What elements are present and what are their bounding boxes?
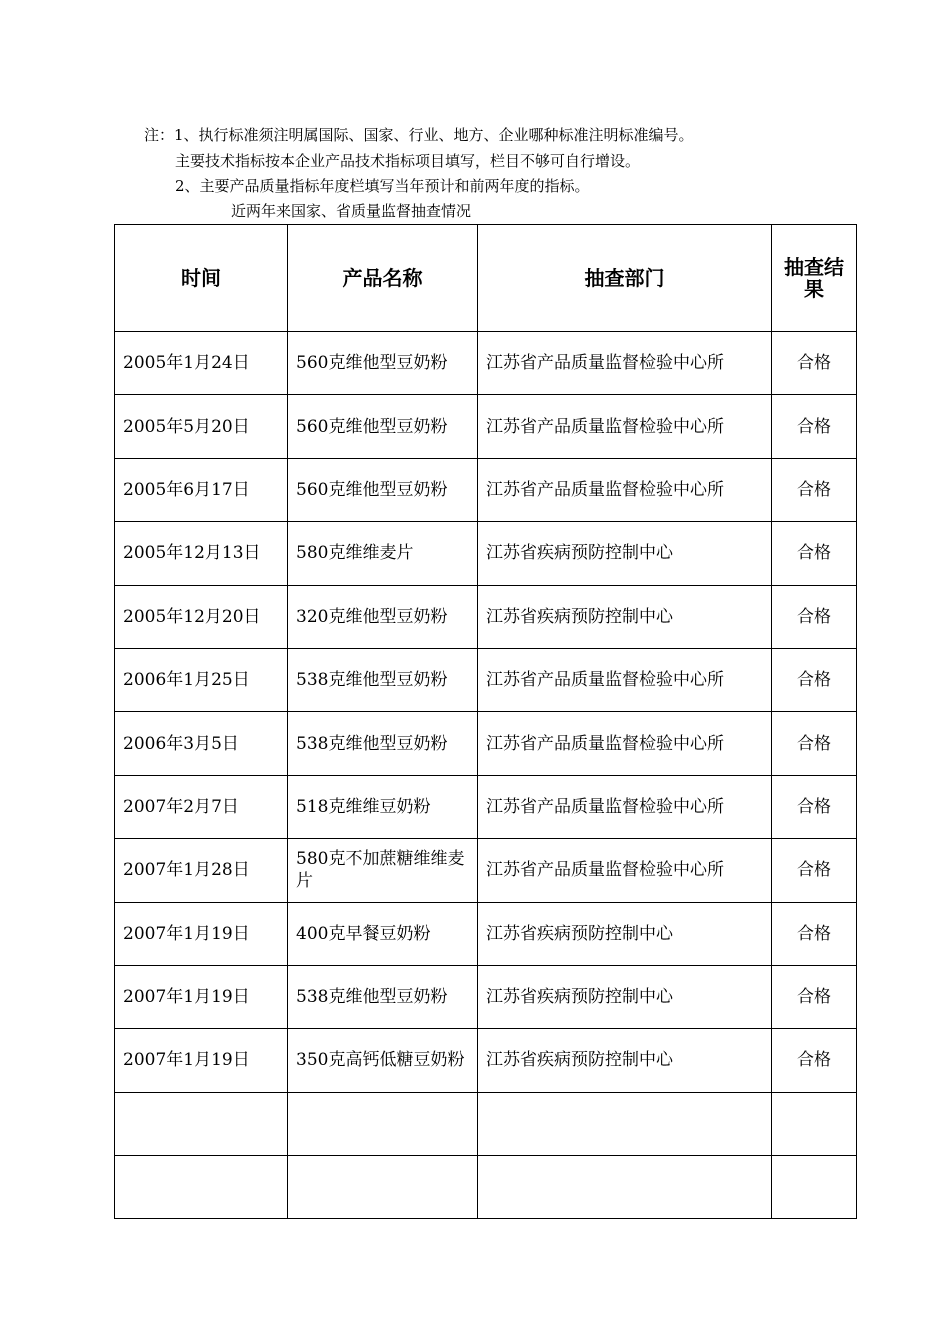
cell-product: [288, 1156, 478, 1219]
cell-product: 538克维他型豆奶粉: [288, 712, 478, 775]
table-row: [115, 332, 857, 395]
cell-department: [478, 1156, 772, 1219]
cell-product: 560克维他型豆奶粉: [288, 395, 478, 458]
cell-result: 合格: [772, 458, 857, 521]
cell-product: 538克维他型豆奶粉: [288, 965, 478, 1028]
table-row: [115, 395, 857, 458]
cell-result: 合格: [772, 1029, 857, 1092]
cell-date: 2007年2月7日: [115, 775, 288, 838]
cell-product: [288, 1092, 478, 1155]
cell-product: 350克高钙低糖豆奶粉: [288, 1029, 478, 1092]
cell-date: 2006年1月25日: [115, 648, 288, 711]
table-row: [115, 458, 857, 521]
cell-result: 合格: [772, 902, 857, 965]
cell-department: 江苏省产品质量监督检验中心所: [478, 332, 772, 395]
table-row: [115, 965, 857, 1028]
table-row: [115, 522, 857, 585]
cell-result: [772, 1156, 857, 1219]
cell-date: 2007年1月19日: [115, 1029, 288, 1092]
cell-date: 2005年6月17日: [115, 458, 288, 521]
cell-department: 江苏省疾病预防控制中心: [478, 522, 772, 585]
table-row: [115, 839, 857, 902]
cell-department: 江苏省产品质量监督检验中心所: [478, 712, 772, 775]
cell-date: 2007年1月28日: [115, 839, 288, 902]
cell-result: 合格: [772, 332, 857, 395]
cell-department: 江苏省疾病预防控制中心: [478, 902, 772, 965]
table-row: [115, 1029, 857, 1092]
cell-result: 合格: [772, 395, 857, 458]
inspection-table: [114, 224, 857, 1219]
cell-product: 580克维维麦片: [288, 522, 478, 585]
cell-department: 江苏省产品质量监督检验中心所: [478, 775, 772, 838]
note-line-2: 主要技术指标按本企业产品技术指标项目填写，栏目不够可自行增设。: [175, 152, 641, 170]
cell-department: 江苏省疾病预防控制中心: [478, 1029, 772, 1092]
cell-department: 江苏省产品质量监督检验中心所: [478, 458, 772, 521]
cell-result: 合格: [772, 522, 857, 585]
cell-product: 320克维他型豆奶粉: [288, 585, 478, 648]
cell-product: 518克维维豆奶粉: [288, 775, 478, 838]
cell-result: [772, 1092, 857, 1155]
table-header-row: [115, 225, 857, 332]
cell-date: 2005年12月20日: [115, 585, 288, 648]
cell-result: 合格: [772, 839, 857, 902]
cell-result: 合格: [772, 712, 857, 775]
cell-department: 江苏省疾病预防控制中心: [478, 965, 772, 1028]
cell-result: 合格: [772, 965, 857, 1028]
cell-product: 400克早餐豆奶粉: [288, 902, 478, 965]
cell-product: 538克维他型豆奶粉: [288, 648, 478, 711]
cell-department: 江苏省产品质量监督检验中心所: [478, 395, 772, 458]
cell-result: 合格: [772, 775, 857, 838]
table-row: [115, 1092, 857, 1155]
note-line-1: 注：1、执行标准须注明属国际、国家、行业、地方、企业哪种标准注明标准编号。: [144, 126, 694, 144]
cell-date: 2007年1月19日: [115, 902, 288, 965]
cell-date: [115, 1092, 288, 1155]
cell-department: 江苏省产品质量监督检验中心所: [478, 839, 772, 902]
header-date: 时间: [115, 225, 288, 332]
cell-department: [478, 1092, 772, 1155]
header-product: 产品名称: [288, 225, 478, 332]
table-row: [115, 1156, 857, 1219]
table-row: [115, 902, 857, 965]
cell-result: 合格: [772, 585, 857, 648]
header-department: 抽查部门: [478, 225, 772, 332]
table-row: [115, 648, 857, 711]
cell-product: 580克不加蔗糖维维麦片: [288, 839, 478, 902]
cell-date: 2006年3月5日: [115, 712, 288, 775]
note-line-3: 2、主要产品质量指标年度栏填写当年预计和前两年度的指标。: [175, 177, 590, 195]
cell-date: 2005年1月24日: [115, 332, 288, 395]
table-row: [115, 712, 857, 775]
cell-department: 江苏省产品质量监督检验中心所: [478, 648, 772, 711]
cell-date: 2005年5月20日: [115, 395, 288, 458]
cell-product: 560克维他型豆奶粉: [288, 458, 478, 521]
header-result: 抽查结果: [772, 225, 857, 332]
cell-date: 2007年1月19日: [115, 965, 288, 1028]
cell-date: 2005年12月13日: [115, 522, 288, 585]
table-row: [115, 775, 857, 838]
table-row: [115, 585, 857, 648]
cell-date: [115, 1156, 288, 1219]
cell-department: 江苏省疾病预防控制中心: [478, 585, 772, 648]
cell-result: 合格: [772, 648, 857, 711]
table-caption: 近两年来国家、省质量监督抽查情况: [231, 202, 472, 220]
cell-product: 560克维他型豆奶粉: [288, 332, 478, 395]
